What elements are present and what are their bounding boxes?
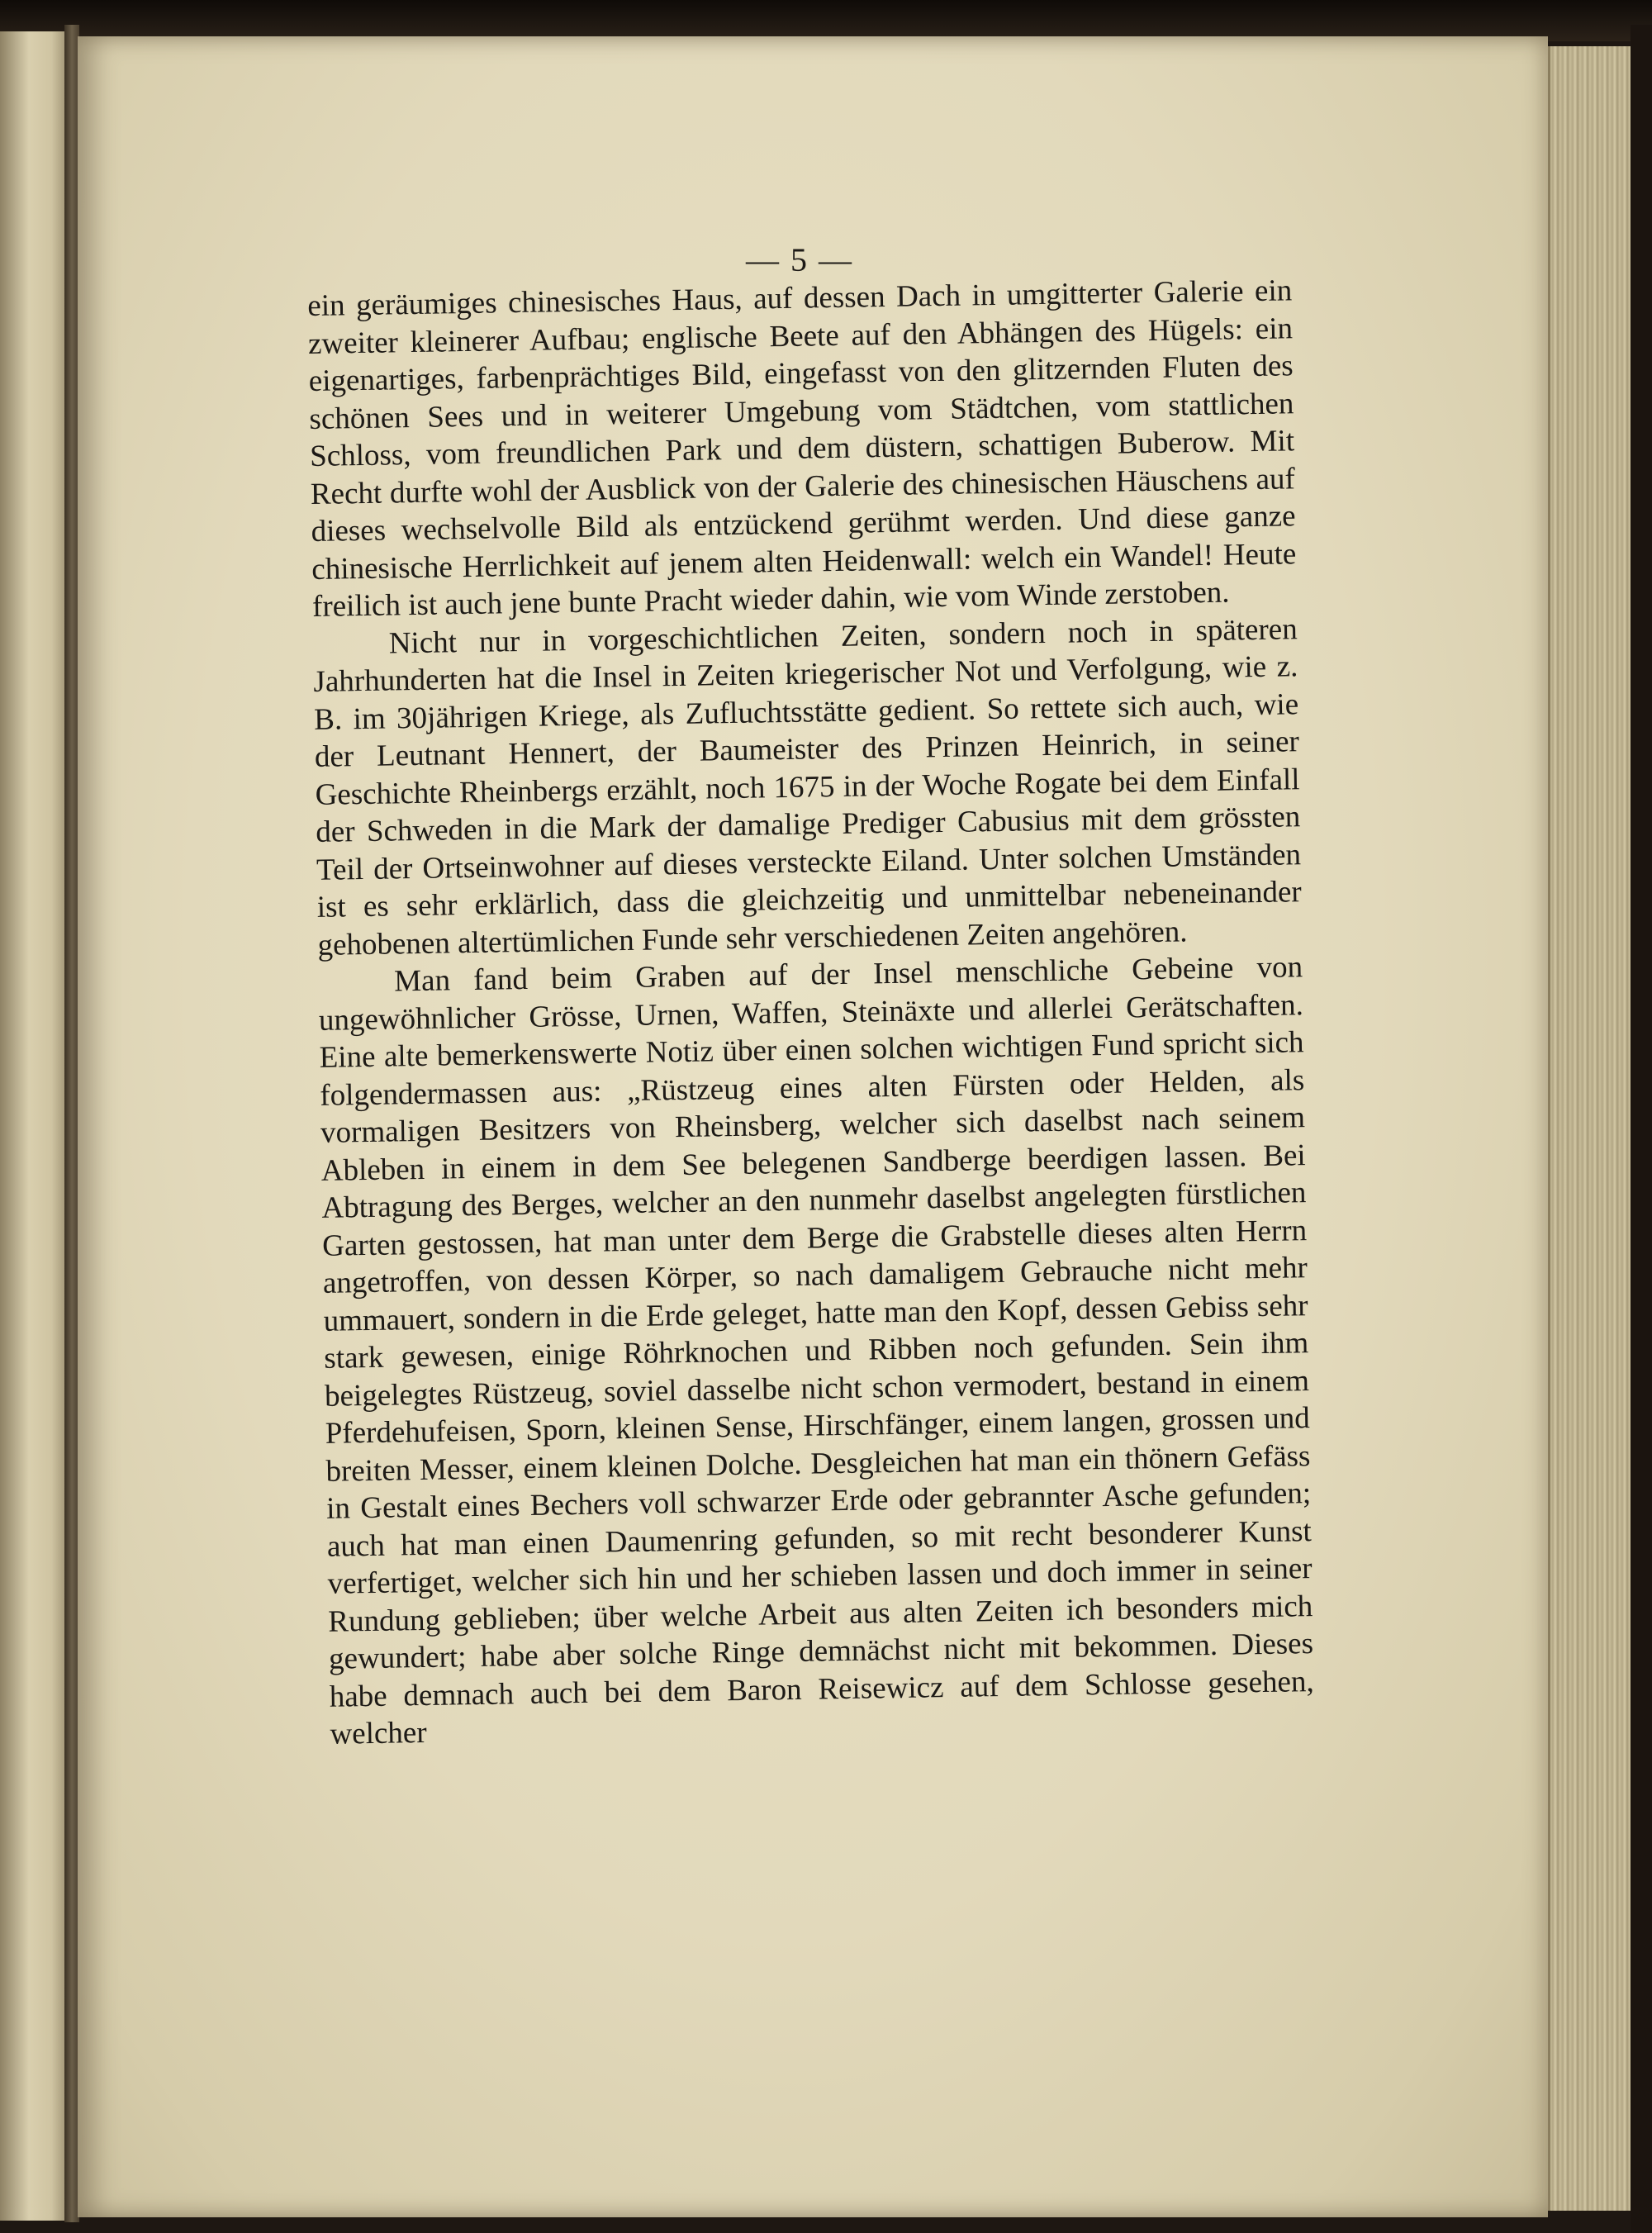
book-cover-edge: [1631, 25, 1652, 2233]
page-number: — 5 —: [746, 241, 853, 278]
page-stack-edges: [1548, 46, 1633, 2211]
facing-page-edge: [0, 31, 66, 2221]
text-body: [307, 272, 1315, 1753]
paragraph-1: ein geräumiges chinesisches Haus, auf dessen Dach in umgitterter Galerie ein zweiter kleinerer Aufbau; englische Beete auf den Abhängen des Hügels: ein eigenartiges, farbenprächtiges Bild, eingefasst von den glitzernden Fluten des schönen Sees und in weiterer Umgebung vom Städtchen, vom stattlichen Schloss, vom freundlichen Park und dem düstern, schattigen Buberow. Mit Recht durfte wohl der Ausblick von der Galerie des chinesischen Häuschens auf dieses wechselvolle Bild als entzückend gerühmt werden. Und diese ganze chinesische Herrlichkeit auf jenem alten Heidenwall: welch ein Wandel! Heute freilich ist auch jene bunte Pracht wieder dahin, wie vom Winde zerstoben.: [307, 273, 1297, 624]
paragraph-3: Man fand beim Graben auf der Insel menschliche Gebeine von ungewöhnlicher Grösse, Urnen, Waffen, Steinäxte und allerlei Gerätschaften. Eine alte bemerkenswerte Notiz über einen solchen wichtigen Fund spricht sich folgendermassen aus: „Rüstzeug eines alten Fürsten oder Helden, als vormaligen Besitzers von Rheinsberg, welcher sich daselbst nach seinem Ableben in einem in dem See belegenen Sandberge beerdigen lassen. Bei Abtragung des Berges, welcher an den nunmehr daselbst angelegten fürstlichen Garten gestossen, hat man unter dem Berge die Grabstelle dieses alten Herrn angetroffen, von dessen Körper, so nach damaligem Gebrauche nicht mehr ummauert, sondern in die Erde geleget, hatte man den Kopf, dessen Gebiss sehr stark gewesen, einige Röhrknochen und Ribben noch gefunden. Sein ihm beigelegtes Rüstzeug, soviel dasselbe nicht schon vermodert, bestand in einem Pferdehufeisen, Sporn, kleinen Sense, Hirschfänger, einem langen, grossen und breiten Messer, einem kleinen Dolche. Desgleichen hat man ein thönern Gefäss in Gestalt eines Bechers voll schwarzer Erde oder gebrannter Asche gefunden; auch hat man einen Daumenring gefunden, so mit recht besonderer Kunst verfertiget, welcher sich hin und her schieben lassen und doch immer in seiner Rundung geblieben; über welche Arbeit aus alten Zeiten ich besonders mich gewundert; habe aber solche Ringe demnächst nicht mit bekommen. Dieses habe demnach auch bei dem Baron Reisewicz auf dem Schlosse gesehen, welcher: [318, 950, 1314, 1751]
paragraph-2: Nicht nur in vorgeschichtlichen Zeiten, sondern noch in späteren Jahrhunderten hat die Insel in Zeiten kriegerischer Not und Verfolgung, wie z. B. im 30jährigen Kriege, als Zufluchtsstätte gedient. So rettete sich auch, wie der Leutnant Hennert, der Baumeister des Prinzen Heinrich, in seiner Geschichte Rheinbergs erzählt, noch 1675 in der Woche Rogate bei dem Einfall der Schweden in die Mark der damalige Prediger Cabusius mit dem grössten Teil der Ortseinwohner auf dieses versteckte Eiland. Unter solchen Umständen ist es sehr erklärlich, dass die gleichzeitig und unmittelbar nebeneinander gehobenen altertümlichen Funde sehr verschiedenen Zeiten angehören.: [313, 611, 1302, 962]
book-shadow-top: [0, 0, 1652, 41]
